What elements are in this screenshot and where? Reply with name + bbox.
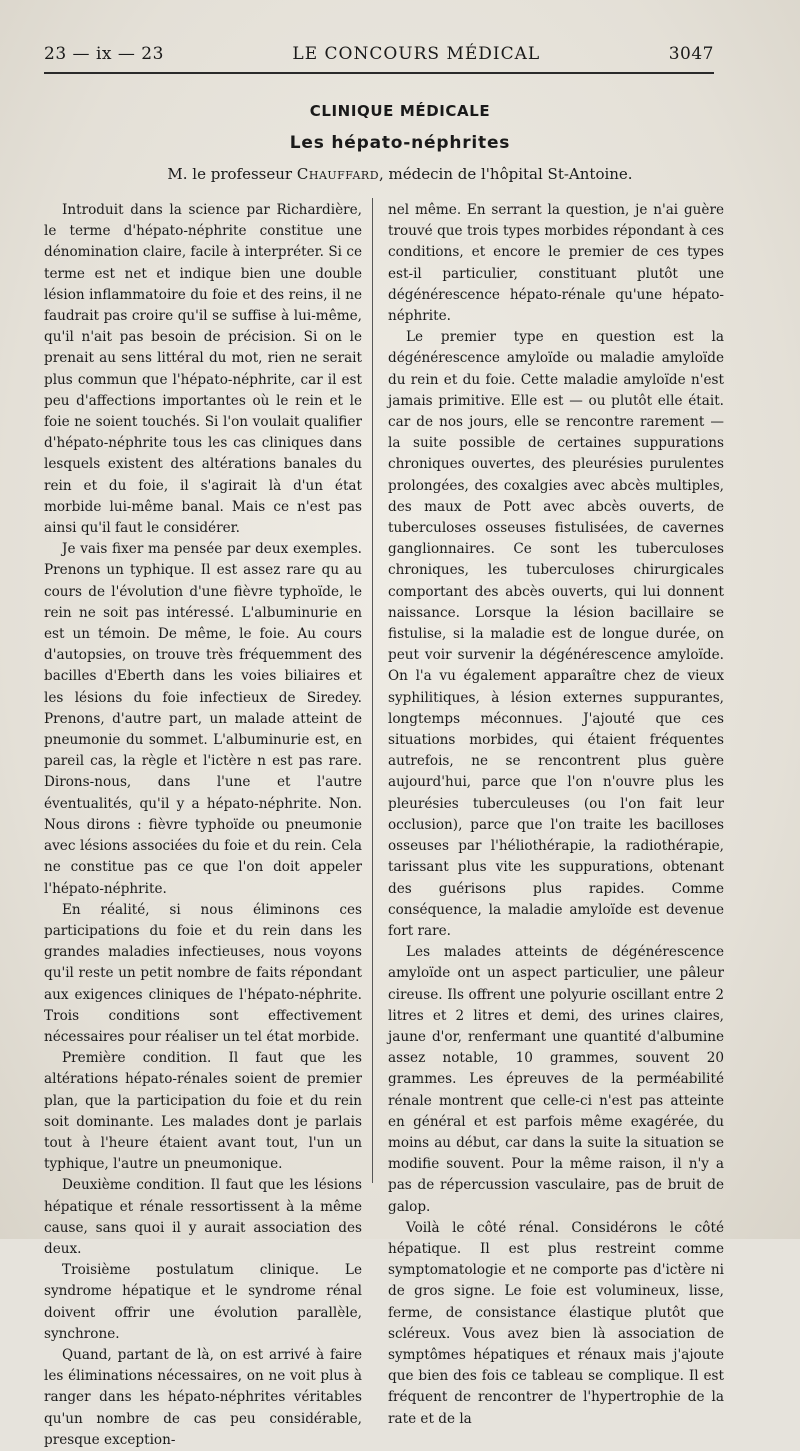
paragraph: Introduit dans la science par Richardière, le terme d'hépato-néphrite constitue une dénomination claire, facile à interpréter. Si ce terme est net et indique bien une double lésion inflammatoire du foie et des reins, il ne faudrait pas croire qu'il se suffise à lui-même, qu'il n'ait pas besoin de précision. Si on le prenait au sens littéral du mot, rien ne serait plus commun que l'hépato-néphrite, car il est peu d'affections importantes où le rein et le foie ne soient touchés. Si l'on voulait qualifier d'hépato-néphrite tous les cas cliniques dans lesquels existent des altérations banales du rein et du foie, il s'agirait là d'un état morbide lui-même banal. Mais ce n'est pas ainsi qu'il faut le considérer. [44,202,362,537]
paragraph: Première condition. Il faut que les altérations hépato-rénales soient de premier plan, que la participation du foie et du rein soit dominante. Les malades dont je parlais tout à l'heure étaient avant tout, l'un un typhique, l'autre un pneumonique. [44,1050,362,1173]
paragraph: Le premier type en question est la dégénérescence amyloïde ou maladie amyloïde du rein et du foie. Cette maladie amyloïde n'est jamais primitive. Elle est — ou plutôt elle était. car de nos jours, elle se rencontre rarement — la suite possible de certaines suppurations chroniques ouvertes, des pleurésies purulentes prolongées, des coxalgies avec abcès multiples, des maux de Pott avec abcès ouverts, de tuberculoses osseuses fistulisées, de cavernes ganglionnaires. Ce sont les tuberculoses chroniques, les tuberculoses chirurgicales comportant des abcès ouverts, qui lui donnent naissance. Lorsque la lésion bacillaire se fistulise, si la maladie est de longue durée, on peut voir survenir la dégénérescence amyloïde. On l'a vu également apparaître chez de vieux syphilitiques, à lésion externes suppurantes, longtemps méconnues. J'ajouté que ces situations morbides, qui étaient fréquentes autrefois, ne se rencontrent plus guère aujourd'hui, parce que l'on n'ouvre plus les pleurésies tuberculeuses (ou l'on fait leur occlusion), parce que l'on traite les bacilloses osseuses par l'héliothérapie, la radiothérapie, tarissant plus vite les suppurations, obtenant des guérisons plus rapides. Comme conséquence, la maladie amyloïde est devenue fort rare. [388,329,724,939]
section-title: CLINIQUE MÉDICALE [309,102,491,120]
page-number: 3047 [668,44,714,64]
paragraph: Deuxième condition. Il faut que les lésions hépatique et rénale ressortissent à la même cause, sans quoi il y aurait association des deux. [44,1177,362,1257]
byline [0,165,800,183]
paragraph: Troisième postulatum clinique. Le syndrome hépatique et le syndrome rénal doivent offrir une évolution parallèle, synchrone. [44,1262,362,1342]
column-divider [372,198,373,1183]
right-column [388,200,724,1430]
byline-author: Chauffard [296,165,380,183]
byline-prefix: M. le professeur [167,165,293,183]
issue-date: 23 — ix — 23 [44,44,164,64]
paragraph-continued: nel même. En serrant la question, je n'ai guère trouvé que trois types morbides répondant à ces conditions, et encore le premier de ces types est-il particulier, constituant plutôt une dégénérescence hépato-rénale qu'une hépato-néphrite. [388,202,724,325]
paragraph: Voilà le côté rénal. Considérons le côté hépatique. Il est plus restreint comme symptomatologie et ne comporte pas d'ictère ni de gros signe. Le foie est volumineux, lisse, ferme, de consistance élastique plutôt que scléreux. Vous avez bien là association de symptômes hépatiques et rénaux mais j'ajoute que bien des fois ce tableau se complique. Il est fréquent de rencontrer de l'hypertrophie de la rate et de la [388,1219,724,1427]
article-title: Les hépato-néphrites [289,133,511,153]
byline-suffix: , médecin de l'hôpital St-Antoine. [379,165,633,183]
running-head [44,44,714,64]
paragraph: Les malades atteints de dégénérescence amyloïde ont un aspect particulier, une pâleur cireuse. Ils offrent une polyurie oscillant entre 2 litres et 2 litres et demi, des urines claires, jaune d'or, renfermant une quantité d'albumine assez notable, 10 grammes, souvent 20 grammes. Les épreuves de la perméabilité rénale montrent que celle-ci n'est pas atteinte en général et est parfois même exagérée, du moins au début, car dans la suite la situation se modifie souvent. Pour la même raison, il n'y a pas de répercussion vasculaire, pas de bruit de galop. [388,944,724,1215]
paragraph: Quand, partant de là, on est arrivé à faire les éliminations nécessaires, on ne voit plus à ranger dans les hépato-néphrites véritables qu'un nombre de cas peu considérable, presque exception- [44,1346,362,1448]
header-rule [44,72,714,74]
journal-title: LE CONCOURS MÉDICAL [292,44,541,64]
left-column [44,200,362,1451]
paragraph: En réalité, si nous éliminons ces participations du foie et du rein dans les grandes maladies infectieuses, nous voyons qu'il reste un petit nombre de faits répondant aux exigences cliniques de l'hépato-néphrite. Trois conditions sont effectivement nécessaires pour réaliser un tel état morbide. [44,901,362,1045]
paragraph: Je vais fixer ma pensée par deux exemples. Prenons un typhique. Il est assez rare qu au cours de l'évolution d'une fièvre typhoïde, le rein ne soit pas intéressé. L'albuminurie en est un témoin. De même, le foie. Au cours d'autopsies, on trouve très fréquemment des bacilles d'Eberth dans les voies biliaires et les lésions du foie infectieux de Siredey. Prenons, d'autre part, un malade atteint de pneumonie du sommet. L'albuminurie est, en pareil cas, la règle et l'ictère n est pas rare. Dirons-nous, dans l'une et l'autre éventualités, qu'il y a hépato-néphrite. Non. Nous dirons : fièvre typhoïde ou pneumonie avec lésions associées du foie et du rein. Cela ne constitue pas ce que l'on doit appeler l'hépato-néphrite. [44,541,362,897]
